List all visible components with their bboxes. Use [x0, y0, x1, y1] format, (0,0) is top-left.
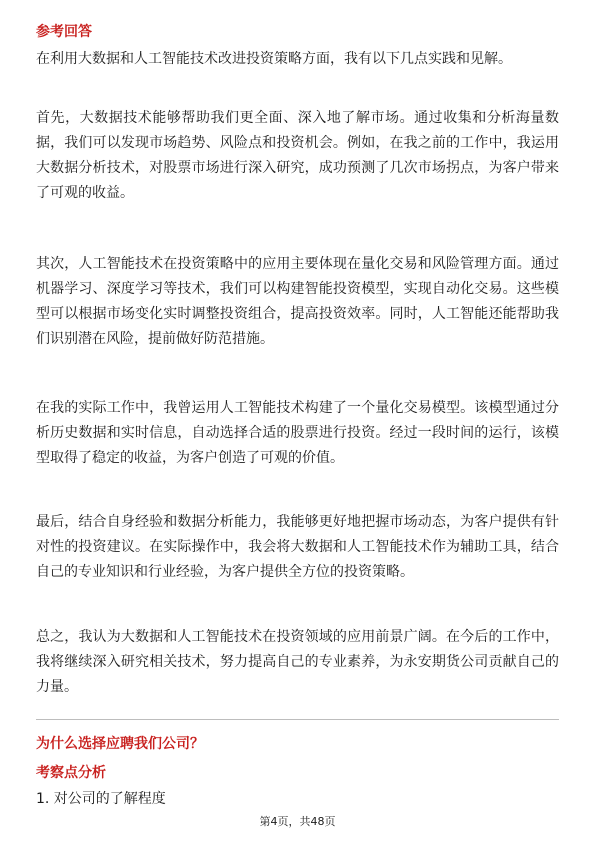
answer-paragraph-bigdata: 首先，大数据技术能够帮助我们更全面、深入地了解市场。通过收集和分析海量数据，我们可以发现市场趋势、风险点和投资机会。例如，在我之前的工作中，我运用大数据分析技术，对股票市场进行深入研究，成功预测了几次市场拐点，为客户带来了可观的收益。 [36, 110, 559, 201]
answer-paragraph-conclusion: 总之，我认为大数据和人工智能技术在投资领域的应用前景广阔。在今后的工作中，我将继续深入研究相关技术，努力提高自己的专业素养，为永安期货公司贡献自己的力量。 [36, 629, 559, 695]
analysis-heading: 考察点分析 [36, 765, 106, 781]
answer-paragraph-finally: 最后，结合自身经验和数据分析能力，我能够更好地把握市场动态，为客户提供有针对性的投资建议。在实际操作中，我会将大数据和人工智能技术作为辅助工具，结合自己的专业知识和行业经验，为客户提供全方位的投资策略。 [36, 514, 559, 580]
answer-paragraph-ai: 其次，人工智能技术在投资策略中的应用主要体现在量化交易和风险管理方面。通过机器学习、深度学习等技术，我们可以构建智能投资模型，实现自动化交易。这些模型可以根据市场变化实时调整投资组合，提高投资效率。同时，人工智能还能帮助我们识别潜在风险，提前做好防范措施。 [36, 256, 559, 347]
answer-paragraph-practice: 在我的实际工作中，我曾运用人工智能技术构建了一个量化交易模型。该模型通过分析历史数据和实时信息，自动选择合适的股票进行投资。经过一段时间的运行，该模型取得了稳定的收益，为客户创造了可观的价值。 [36, 400, 559, 466]
section-divider [36, 719, 559, 720]
analysis-item: 1. 对公司的了解程度 [36, 791, 166, 807]
reference-answer-heading: 参考回答 [36, 24, 92, 40]
question-title: 为什么选择应聘我们公司？ [36, 736, 204, 752]
page-number: 第4页，共48页 [259, 815, 336, 828]
answer-paragraph-intro: 在利用大数据和人工智能技术改进投资策略方面，我有以下几点实践和见解。 [36, 51, 512, 67]
